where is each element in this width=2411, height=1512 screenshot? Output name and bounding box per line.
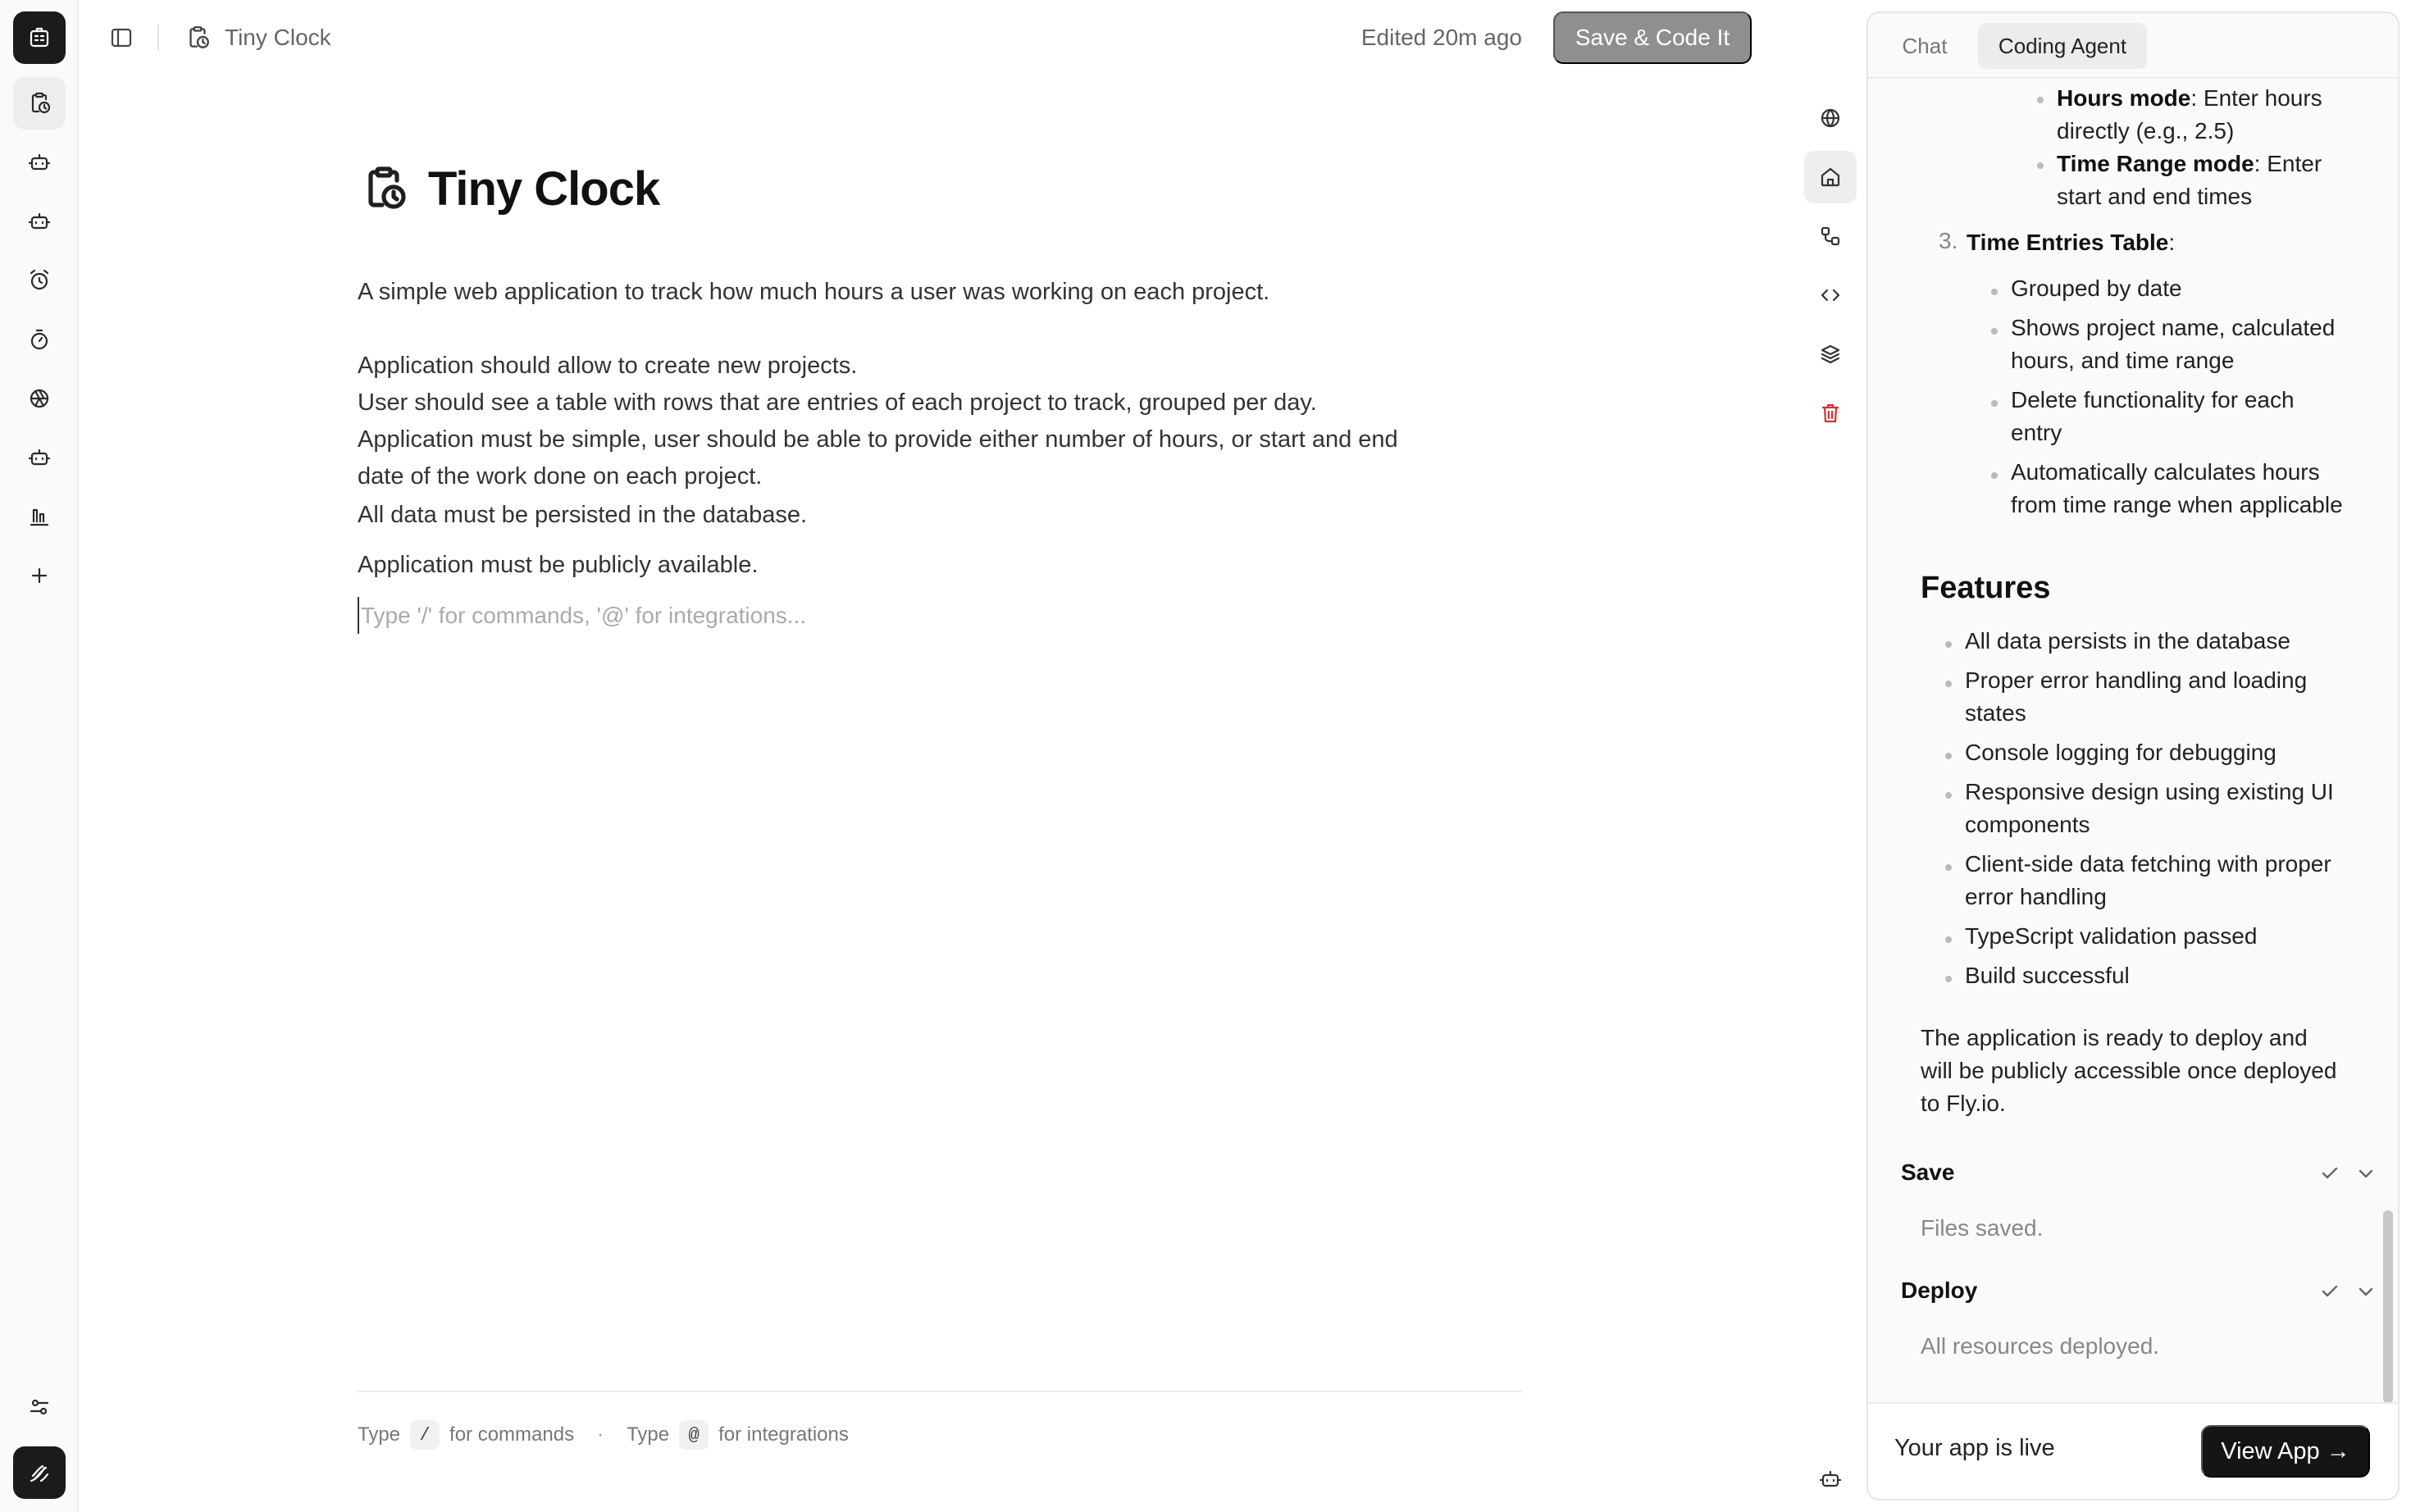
chevron-down-icon[interactable] [2355,1163,2377,1184]
breadcrumb-title: Tiny Clock [225,25,331,50]
trash-icon[interactable] [1804,387,1857,439]
list-item: Time Entries Table: [1967,230,2176,255]
view-app-button[interactable]: View App → [2201,1425,2370,1478]
bullet-icon [1945,681,1952,687]
tab-coding-agent[interactable]: Coding Agent [1978,23,2147,69]
summary-line: to Fly.io. [1921,1091,2006,1116]
bot-icon[interactable] [13,195,66,248]
hint-text: Type [358,1423,401,1446]
list-item: Automatically calculates hours [2011,459,2320,485]
summary-line: will be publicly accessible once deployed [1921,1058,2337,1083]
workspace-icon[interactable] [13,11,66,64]
bullet-icon [1945,864,1952,871]
panel-scrollbar[interactable] [2383,1210,2393,1404]
page-title-text: Tiny Clock [428,162,660,216]
paragraph[interactable]: All data must be persisted in the database. [358,502,808,528]
code-icon[interactable] [1804,269,1857,321]
list-item-line: start and end times [2057,184,2253,209]
list-item: Delete functionality for each [2011,387,2295,412]
chart-icon[interactable] [13,490,66,543]
bullet-icon [1945,641,1952,648]
list-item-line: entry [2011,420,2062,445]
save-and-code-button[interactable]: Save & Code It [1553,11,1752,64]
list-item: Hours mode: Enter hours [2057,85,2322,111]
features-heading: Features [1921,571,2051,605]
check-icon [2319,1281,2340,1302]
editor-hint-bar [358,1391,1522,1446]
chevron-down-icon[interactable] [2355,1281,2377,1302]
paragraph-line: Application must be simple, user should be able to provide either number of hours, or start and end [358,426,1398,453]
bullet-icon [1945,753,1952,759]
left-rail [0,0,79,1512]
bullet-icon [2037,97,2044,103]
top-bar [79,0,1771,75]
home-icon[interactable] [1804,151,1857,203]
list-item: Time Range mode: Enter [2057,151,2322,176]
paragraph-line: Application should allow to create new projects. [358,353,858,379]
list-item-line: from time range when applicable [2011,492,2343,517]
list-item: TypeScript validation passed [1965,923,2258,949]
sidebar-toggle-icon[interactable] [105,21,138,54]
list-item-line: directly (e.g., 2.5) [2057,118,2235,143]
list-item-line: hours, and time range [2011,348,2235,373]
bot-icon[interactable] [13,431,66,484]
list-item: Shows project name, calculated [2011,315,2336,340]
paragraph[interactable]: Application must be publicly available. [358,552,759,578]
settings-sliders-icon[interactable] [13,1381,66,1433]
app-live-text: Your app is live [1894,1435,2055,1461]
page-title [358,156,1522,221]
hint-text: for commands [449,1423,575,1446]
panel-tabs [1868,13,2398,79]
user-avatar-icon[interactable] [13,1446,66,1499]
paragraph-line: date of the work done on each project. [358,463,763,490]
bullet-icon [1945,936,1952,943]
tab-chat[interactable]: Chat [1902,33,1948,58]
paragraph[interactable]: A simple web application to track how much hours a user was working on each project. [358,279,1270,305]
hint-text: for integrations [718,1423,849,1446]
save-step-title[interactable]: Save [1901,1159,1955,1185]
integration-key: @ [679,1420,709,1450]
project-clock-icon[interactable] [13,77,66,130]
bullet-icon [1991,328,1998,335]
check-icon [2319,1163,2340,1184]
bot-icon[interactable] [13,136,66,189]
agent-log[interactable] [1868,79,2398,1415]
document-editor[interactable] [358,156,1522,628]
bot-icon[interactable] [1804,1453,1857,1505]
command-key: / [410,1420,440,1450]
bullet-icon [1991,400,1998,407]
list-item: Build successful [1965,963,2130,988]
project-clock-icon [358,162,410,215]
save-step-status: Files saved. [1921,1215,2044,1241]
list-item: Client-side data fetching with proper [1965,851,2331,877]
project-clock-icon [184,24,212,52]
list-item-line: error handling [1965,884,2107,909]
alarm-icon[interactable] [13,254,66,307]
list-item: Grouped by date [2011,276,2182,301]
deploy-step-status: All resources deployed. [1921,1333,2160,1359]
list-item: Responsive design using existing UI [1965,779,2334,804]
list-item-line: states [1965,700,2026,726]
aperture-icon[interactable] [13,372,66,425]
summary-line: The application is ready to deploy and [1921,1025,2308,1050]
panel-footer [1868,1402,2398,1499]
bullet-icon [1991,472,1998,479]
list-item: Proper error handling and loading [1965,667,2308,693]
coding-agent-panel [1866,11,2400,1501]
list-item-line: components [1965,812,2090,837]
deploy-step-title[interactable]: Deploy [1901,1277,1978,1303]
timer-icon[interactable] [13,313,66,366]
breadcrumb[interactable] [184,21,331,54]
workflow-icon[interactable] [1804,210,1857,262]
edited-status: Edited 20m ago [1360,25,1522,50]
hint-separator: · [597,1423,604,1446]
bullet-icon [2037,162,2044,169]
paragraph-line: User should see a table with rows that are entries of each project to track, grouped per day. [358,389,1317,416]
hint-text: Type [627,1423,670,1446]
globe-icon[interactable] [1804,92,1857,144]
plus-icon[interactable] [13,549,66,602]
list-item: Console logging for debugging [1965,740,2277,765]
layers-icon[interactable] [1804,328,1857,380]
list-number: 3. [1939,228,1958,253]
paragraph[interactable] [358,348,1398,495]
toolbar-divider [157,25,159,51]
bullet-icon [1945,976,1952,982]
bullet-icon [1945,792,1952,799]
bullet-icon [1991,289,1998,295]
list-item: All data persists in the database [1965,628,2290,654]
editor-input-placeholder[interactable]: Type '/' for commands, '@' for integrations... [358,597,806,634]
